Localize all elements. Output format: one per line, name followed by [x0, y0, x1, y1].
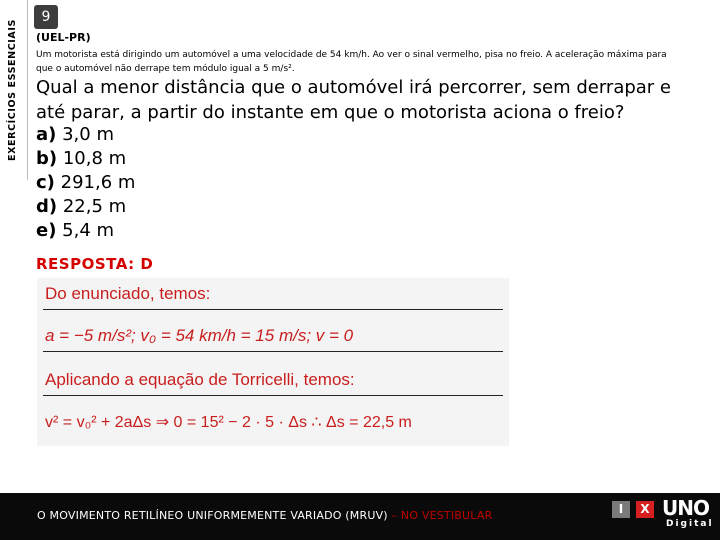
options-list — [36, 123, 135, 243]
solution-equation: v² = v₀² + 2aΔs ⇒ 0 = 15² − 2 · 5 · Δs ∴ Δs = 22,5 m — [45, 414, 412, 431]
answer-label: RESPOSTA: D — [36, 255, 154, 273]
exercise-source: (UEL-PR) — [36, 31, 91, 44]
option-text: 3,0 m — [62, 124, 114, 145]
option-text: 291,6 m — [60, 172, 136, 193]
option-letter: e) — [36, 220, 57, 241]
exercise-statement: Um motorista está dirigindo um automóvel a uma velocidade de 54 km/h. Ao ver o sinal vermelho, pisa no freio. A aceleração máxima para que o automóvel não derrape tem módulo igual a 5 m/s². — [36, 50, 667, 74]
brand-subtitle: Digital — [666, 519, 714, 529]
solution-box — [37, 278, 509, 446]
option-c — [36, 171, 135, 195]
option-a — [36, 123, 135, 147]
exercise-number-badge: 9 — [34, 5, 58, 29]
option-text: 5,4 m — [62, 220, 115, 241]
option-text: 10,8 m — [62, 148, 127, 169]
option-letter: a) — [36, 124, 57, 145]
option-letter: c) — [36, 172, 55, 193]
section-label: EXERCÍCIOS ESSENCIAIS — [7, 19, 18, 161]
option-letter: b) — [36, 148, 58, 169]
brand-logo: UNO — [662, 496, 709, 520]
footer-chapter: O MOVIMENTO RETILÍNEO UNIFORMEMENTE VARIADO (MRUV) — [37, 509, 388, 522]
footer-bar — [0, 493, 720, 540]
footer-separator: – — [387, 509, 401, 522]
logo-x-icon: X — [636, 501, 654, 518]
footer-title — [37, 509, 492, 522]
option-text: 22,5 m — [62, 196, 127, 217]
solution-divider — [43, 309, 503, 310]
solution-given-values: a = −5 m/s²; v₀ = 54 km/h = 15 m/s; v = 0 — [45, 326, 354, 345]
exercise-question: Qual a menor distância que o automóvel irá percorrer, sem derrapar e até parar, a partir do instante em que o motorista aciona o freio? — [36, 77, 672, 123]
option-letter: d) — [36, 196, 58, 217]
footer-subtitle: NO VESTIBULAR — [400, 509, 493, 522]
option-b — [36, 147, 135, 171]
logo-i-icon: I — [612, 501, 630, 518]
solution-intro: Do enunciado, temos: — [45, 284, 211, 303]
solution-divider — [43, 351, 503, 352]
side-bar — [0, 0, 28, 180]
solution-method: Aplicando a equação de Torricelli, temos: — [45, 370, 355, 389]
option-d — [36, 195, 135, 219]
solution-divider — [43, 395, 503, 396]
option-e — [36, 219, 135, 243]
